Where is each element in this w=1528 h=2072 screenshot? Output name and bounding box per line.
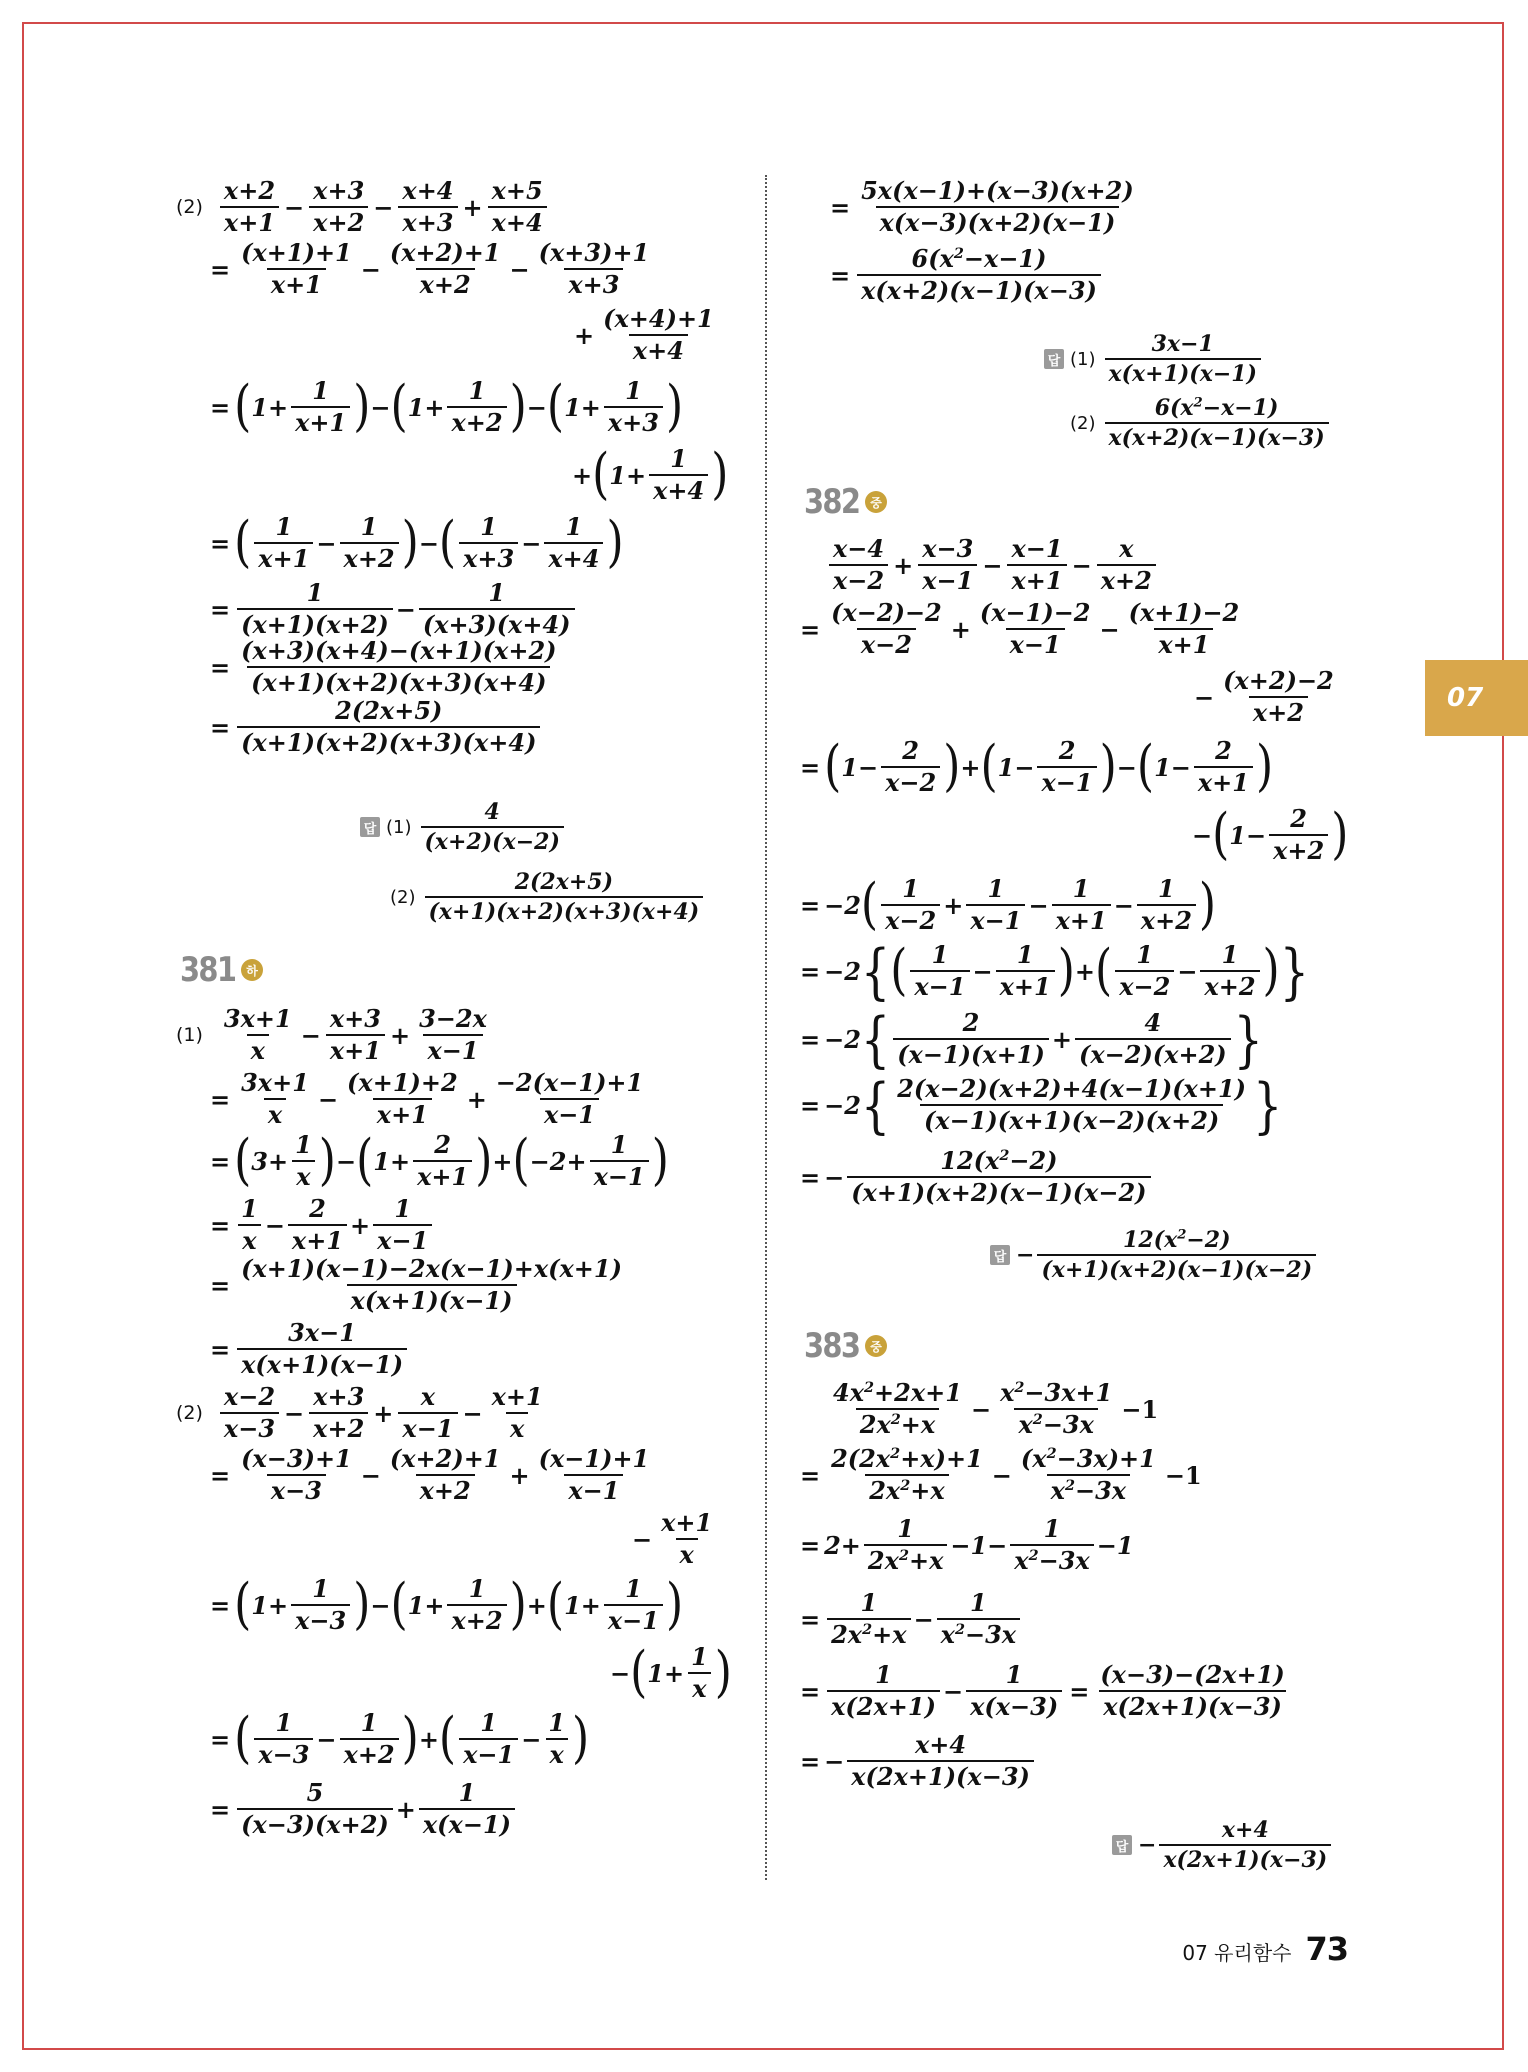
chapter-tab: 07 [1425,660,1528,736]
equation-line: = −2 { $\frac{2}{(x-1)(x+1)}$ + $\frac{4}{(x-2)(x+2)}$ } [800,1004,1263,1075]
answer-icon: 답 [990,1245,1010,1265]
equation-line: = ( 1+ $\frac{1}{x+1}$ ) − ( 1+ $\frac{1}{x+2}$ ) − ( 1+ $\frac{1}{x+3}$ ) [210,374,684,439]
equation-line: = $\frac{(x+1)+1}{x+1}$ − $\frac{(x+2)+1}{x+2}$ − $\frac{(x+3)+1}{x+3}$ [210,238,650,300]
equation-line: = $\frac{1}{x(2x+1)}$ − $\frac{1}{x(x-3)}$ = $\frac{(x-3)-(2x+1)}{x(2x+1)(x-3)}$ [800,1660,1285,1722]
equation-line: = ( 1+ $\frac{1}{x-3}$ ) − ( 1+ $\frac{1}{x+2}$ ) + ( 1+ $\frac{1}{x-1}$ ) [210,1572,684,1637]
page-number: 73 [1305,1930,1348,1968]
answer-icon: 답 [360,817,380,837]
equation-line: = $\frac{3x+1}{x}$ − $\frac{(x+1)+2}{x+1}$ + $\frac{-2(x-1)+1}{x-1}$ [210,1068,644,1130]
equation-line: + ( 1+ $\frac{1}{x+4}$ ) [572,442,729,507]
equation-line: = −2 { $\frac{2(x-2)(x+2)+4(x-1)(x+1)}{(x-1)(x+1)(x-2)(x+2)}$ } [800,1070,1283,1141]
level-badge: 하 [241,959,263,981]
problem-heading [804,482,887,522]
equation-line: = 2+ $\frac{1}{2x^2+x}$ −1− $\frac{1}{x^2-3x}$ −1 [800,1514,1134,1576]
page-footer [1182,1930,1348,1968]
equation-line: = ( 3+ $\frac{1}{x}$ ) − ( 1+ $\frac{2}{x+1}$ ) + ( −2+ $\frac{1}{x-1}$ ) [210,1128,669,1193]
answer-line: 답 (1) $\frac{4}{(x+2)(x-2)}$ [360,800,567,854]
level-badge: 중 [865,1335,887,1357]
equation-line: = $\frac{(x+1)(x-1)-2x(x-1)+x(x+1)}{x(x+1)(x-1)}$ [210,1254,622,1316]
equation-line: = −2 ( $\frac{1}{x-2}$ + $\frac{1}{x-1}$ − $\frac{1}{x+1}$ − $\frac{1}{x+2}$ ) [800,872,1217,937]
answer-icon: 답 [1112,1835,1132,1855]
level-badge: 중 [865,491,887,513]
footer-chapter: 07 유리함수 [1182,1941,1292,1965]
equation-line: = $\frac{1}{x}$ − $\frac{2}{x+1}$ + $\frac{1}{x-1}$ [210,1196,435,1255]
equation-line: = − $\frac{12(x^2-2)}{(x+1)(x+2)(x-1)(x-2)}$ [800,1148,1154,1207]
problem-heading [180,950,263,990]
equation-line: = $\frac{(x+3)(x+4)-(x+1)(x+2)}{(x+1)(x+2)(x+3)(x+4)}$ [210,636,557,698]
column-divider [765,175,767,1880]
problem-number: 383 [804,1326,860,1366]
equation-line: = −2 { ( $\frac{1}{x-1}$ − $\frac{1}{x+1}$ ) + ( $\frac{1}{x-2}$ − $\frac{1}{x+2}$ ) } [800,936,1309,1007]
equation-line: (2) $\frac{x-2}{x-3}$ − $\frac{x+3}{x+2}$ + $\frac{x}{x-1}$ − $\frac{x+1}{x}$ [176,1382,543,1444]
answer-line: (2) $\frac{6(x^2-x-1)}{x(x+2)(x-1)(x-3)}$ [1070,396,1332,450]
answer-line: 답 (1) $\frac{3x-1}{x(x+1)(x-1)}$ [1044,332,1264,386]
answer-icon: 답 [1044,349,1064,369]
equation-line: + $\frac{(x+4)+1}{x+4}$ [574,304,714,366]
problem-heading [804,1326,887,1366]
equation-line: = $\frac{2(2x+5)}{(x+1)(x+2)(x+3)(x+4)}$ [210,698,543,757]
equation-line: = ( $\frac{1}{x+1}$ − $\frac{1}{x+2}$ ) − ( $\frac{1}{x+3}$ − $\frac{1}{x+4}$ ) [210,510,624,575]
equation-line: $\frac{x-4}{x-2}$ + $\frac{x-3}{x-1}$ − $\frac{x-1}{x+1}$ − $\frac{x}{x+2}$ [826,536,1159,595]
equation-line: = $\frac{5x(x-1)+(x-3)(x+2)}{x(x-3)(x+2)(x-1)}$ [830,176,1134,238]
equation-line: $\frac{4x^2+2x+1}{2x^2+x}$ − $\frac{x^2-3x+1}{x^2-3x}$ −1 [833,1378,1159,1440]
equation-line: − $\frac{(x+2)-2}{x+2}$ [1194,666,1334,728]
problem-number: 382 [804,482,860,522]
equation-line: = ( 1− $\frac{2}{x-2}$ ) + ( 1− $\frac{2}{x-1}$ ) − ( 1− $\frac{2}{x+1}$ ) [800,734,1274,799]
equation-line: − ( 1+ $\frac{1}{x}$ ) [610,1640,732,1705]
problem-number: 381 [180,950,236,990]
equation-line: (1) $\frac{3x+1}{x}$ − $\frac{x+3}{x+1}$ + $\frac{3-2x}{x-1}$ [176,1004,487,1066]
equation-line: (2) $\frac{x+2}{x+1}$ − $\frac{x+3}{x+2}$ − $\frac{x+4}{x+3}$ + $\frac{x+5}{x+4}$ [180,178,550,237]
equation-line: = $\frac{1}{(x+1)(x+2)}$ − $\frac{1}{(x+3)(x+4)}$ [210,580,578,639]
equation-line: = $\frac{5}{(x-3)(x+2)}$ + $\frac{1}{x(x-1)}$ [210,1780,518,1839]
answer-line: 답 − $\frac{12(x^2-2)}{(x+1)(x+2)(x-1)(x-2)}$ [990,1228,1319,1282]
equation-line: = $\frac{3x-1}{x(x+1)(x-1)}$ [210,1320,410,1379]
equation-line: = $\frac{(x-3)+1}{x-3}$ − $\frac{(x+2)+1}{x+2}$ + $\frac{(x-1)+1}{x-1}$ [210,1444,650,1506]
part-label: (2) [176,196,203,219]
equation-line: = − $\frac{x+4}{x(2x+1)(x-3)}$ [800,1732,1037,1791]
equation-line: = $\frac{6(x^2-x-1)}{x(x+2)(x-1)(x-3)}$ [830,246,1104,305]
answer-line: 답 − $\frac{x+4}{x(2x+1)(x-3)}$ [1112,1818,1334,1872]
equation-line: = $\frac{(x-2)-2}{x-2}$ + $\frac{(x-1)-2}{x-1}$ − $\frac{(x+1)-2}{x+1}$ [800,598,1240,660]
equation-line: − $\frac{x+1}{x}$ [632,1508,713,1570]
equation-line: = $\frac{1}{2x^2+x}$ − $\frac{1}{x^2-3x}$ [800,1590,1023,1649]
equation-line: = ( $\frac{1}{x-3}$ − $\frac{1}{x+2}$ ) + ( $\frac{1}{x-1}$ − $\frac{1}{x}$ ) [210,1706,590,1771]
answer-line: (2) $\frac{2(2x+5)}{(x+1)(x+2)(x+3)(x+4)}$ [390,870,706,924]
equation-line: − ( 1− $\frac{2}{x+2}$ ) [1192,802,1349,867]
equation-line: = $\frac{2(2x^2+x)+1}{2x^2+x}$ − $\frac{(x^2-3x)+1}{x^2-3x}$ −1 [800,1444,1202,1506]
